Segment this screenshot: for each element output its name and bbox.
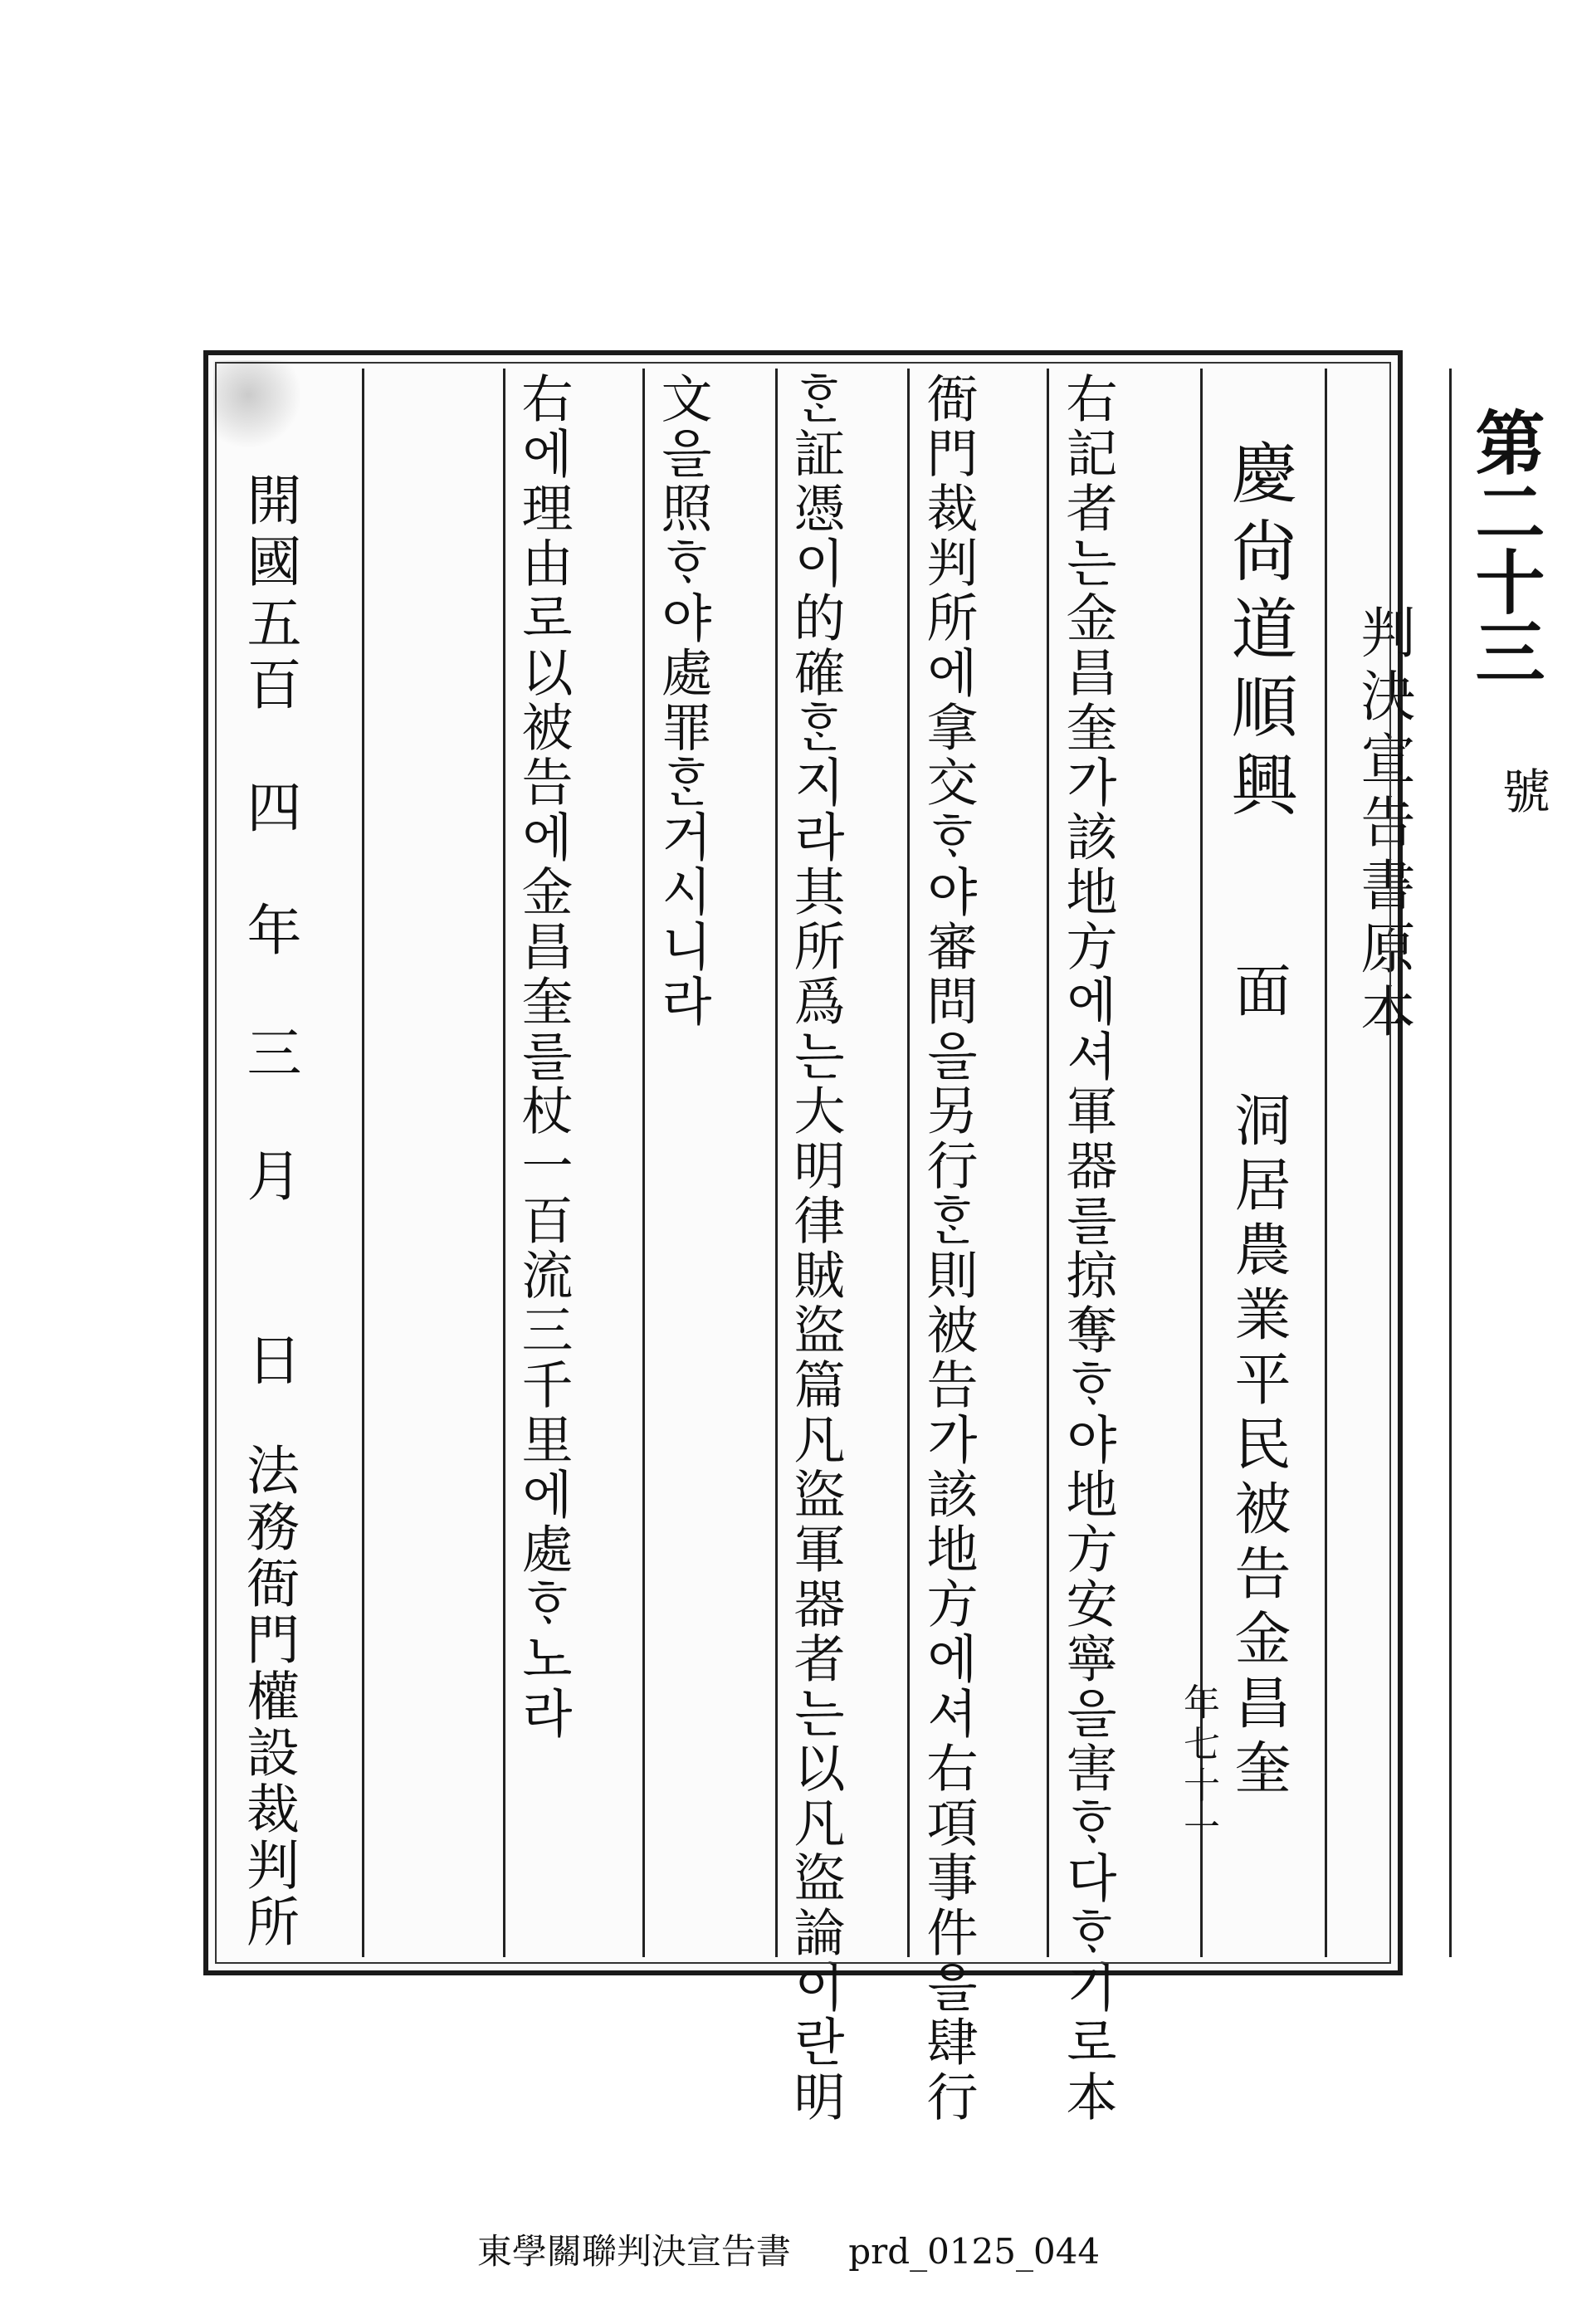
- document-title: 判決宣告書原本: [1351, 604, 1415, 1046]
- body-line: 衙門裁判所에拿交ᄒᆞ야審問을另行ᄒᆞᆫ則被告가該地方에셔右項事件을肆行: [918, 372, 979, 2125]
- column-rule: [1047, 369, 1049, 1957]
- defendant-identity: 面 洞居農業平民被告金昌奎: [1225, 961, 1291, 1803]
- column-rule: [907, 369, 910, 1957]
- body-line: ᄒᆞᆫ証憑이的確ᄒᆞᆫ지라其所爲는大明律賊盜篇凡盜軍器者는以凡盜論이란明: [785, 372, 846, 2125]
- column-rule: [1449, 369, 1452, 1957]
- column-rule: [362, 369, 364, 1957]
- collection-name: 東學關聯判決宣告書: [476, 2231, 791, 2272]
- column-rule: [642, 369, 645, 1957]
- document-number-suffix: 號: [1494, 766, 1550, 814]
- defendant-address: 慶尙道順興: [1220, 438, 1297, 828]
- column-rule: [775, 369, 778, 1957]
- defendant-age: 年七十一: [1177, 1683, 1219, 1849]
- page-footer: [0, 2224, 1577, 2274]
- column-rule: [503, 369, 505, 1957]
- body-line: 文을照ᄒᆞ야處罪ᄒᆞᆫ거시니라: [652, 372, 713, 1029]
- corner-stain: [213, 360, 300, 447]
- document-date: 開國五百 四 年 三 月 日: [237, 471, 301, 1393]
- document-code: prd_0125_044: [848, 2231, 1101, 2272]
- document-frame: [203, 350, 1550, 2125]
- column-rule: [1325, 369, 1327, 1957]
- body-line: 右記者는金昌奎가該地方에셔軍器를掠奪ᄒᆞ야地方安寧을害ᄒᆞ다ᄒᆞ기로本: [1057, 372, 1118, 2125]
- document-number: 第二十三: [1464, 407, 1546, 686]
- issuing-court: 法務衙門權設裁判所: [237, 1443, 299, 1950]
- verdict-line: 右에理由로以被告에金昌奎를杖一百流三千里에處ᄒᆞ노라: [513, 372, 574, 1741]
